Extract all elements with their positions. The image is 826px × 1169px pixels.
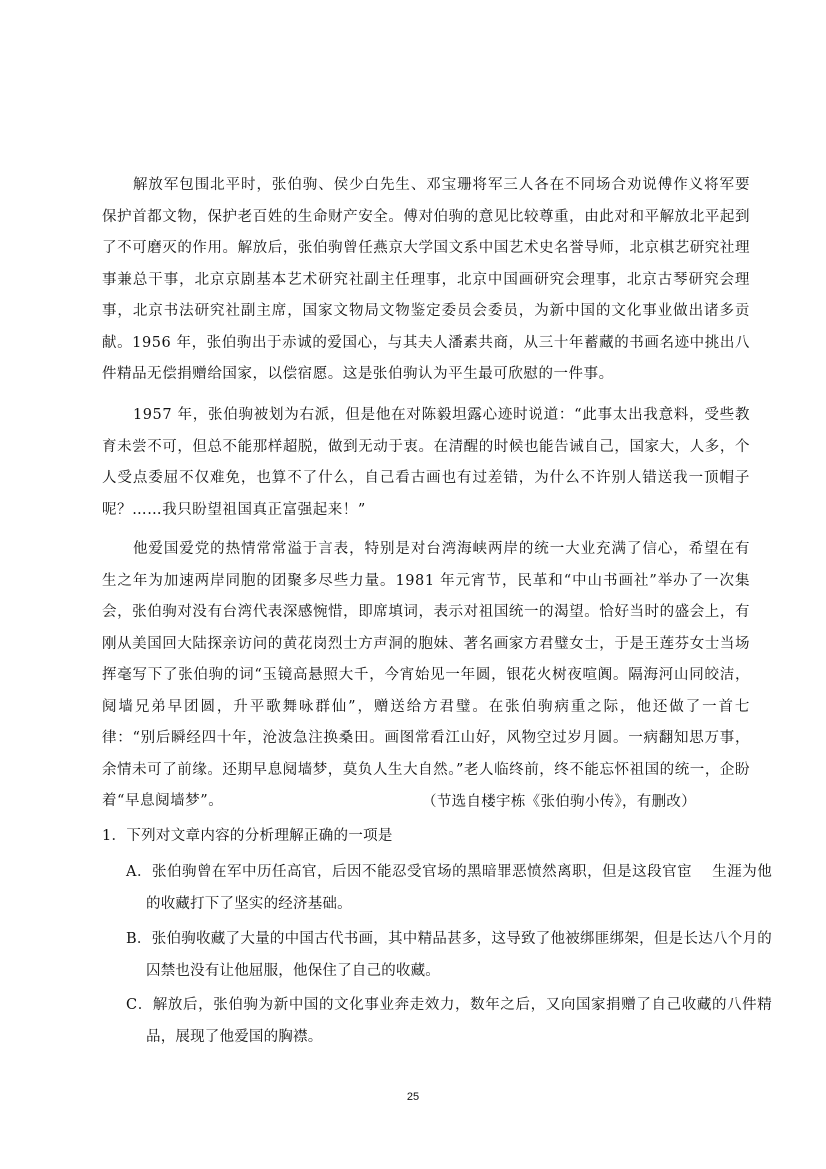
option-b: B．张伯驹收藏了大量的中国古代书画，其中精品甚多，这导致了他被绑匪绑架，但是长达八个月的囚禁也没有让他屈服，他保住了自己的收藏。 — [126, 931, 772, 979]
page-number: 25 — [406, 1091, 420, 1103]
passage-paragraph-1: 解放军包围北平时，张伯驹、侯少白先生、邓宝珊将军三人各在不同场合劝说傅作义将军要保护首都文物，保护老百姓的生命财产安全。傅对伯驹的意见比较尊重，由此对和平解放北平起到了不可磨灭的作用。解放后，张伯驹曾任燕京大学国文系中国艺术史名誉导师，北京棋艺研究社理事兼总干事，北京京剧基本艺术研究社副主任理事，北京中国画研究会理事，北京古琴研究会理事，北京书法研究社副主席，国家文物局文物鉴定委员会委员，为新中国的文化事业做出诸多贡献。1956 年，张伯驹出于赤诚的爱国心，与其夫人潘素共商，从三十年蓄藏的书画名迹中挑出八件精品无偿捐赠给国家，以偿宿愿。这是张伯驹认为平生最可欣慰的一件事。 — [102, 177, 750, 382]
passage-source: （节选自楼宇栋《张伯驹小传》，有删改） — [422, 794, 696, 810]
passage-paragraph-3: 他爱国爱党的热情常常溢于言表，特别是对台湾海峡两岸的统一大业充满了信心，希望在有生之年为加速两岸同胞的团聚多尽些力量。1981 年元宵节，民革和“中山书画社”举办了一次集会，张伯驹对没有台湾代表深感惋惜，即席填词，表示对祖国统一的渴望。恰好当时的盛会上，有刚从美国回大陆探亲访问的黄花岗烈士方声洞的胞妹、著名画家方君璧女士，于是王莲芬女士当场挥毫写下了张伯驹的词“玉镜高悬照大千，今宵始见一年圆，银花火树夜喧阗。隔海河山同皎洁，阋墙兄弟早团圆，升平歌舞咏群仙”，赠送给方君璧。在张伯驹病重之际，他还做了一首七律：“别后瞬经四十年，沧波急注换桑田。画图常看江山好，风物空过岁月圆。一病翻知思万事，余情未可了前缘。还期早息阋墙梦，莫负人生大自然。”老人临终前，终不能忘怀祖国的统一，企盼着“早息阋墙梦”。 — [102, 541, 750, 809]
option-c: C．解放后，张伯驹为新中国的文化事业奔走效力，数年之后，又向国家捐赠了自己收藏的八件精品，展现了他爱国的胸襟。 — [126, 997, 772, 1045]
passage-paragraph-2: 1957 年，张伯驹被划为右派，但是他在对陈毅坦露心迹时说道：“此事太出我意料，受些教育未尝不可，但总不能那样超脱，做到无动于衷。在清醒的时候也能告诫自己，国家大，人多，个人受点委屈不仅难免，也算不了什么，自己看古画也有过差错，为什么不许别人错送我一顶帽子呢？……我只盼望祖国真正富强起来！” — [102, 407, 750, 518]
question-stem: 1．下列对文章内容的分析理解正确的一项是 — [102, 828, 393, 844]
option-a: A．张伯驹曾在军中历任高官，后因不能忍受官场的黑暗罪恶愤然离职，但是这段官宦 生涯为他的收藏打下了坚实的经济基础。 — [126, 864, 772, 912]
